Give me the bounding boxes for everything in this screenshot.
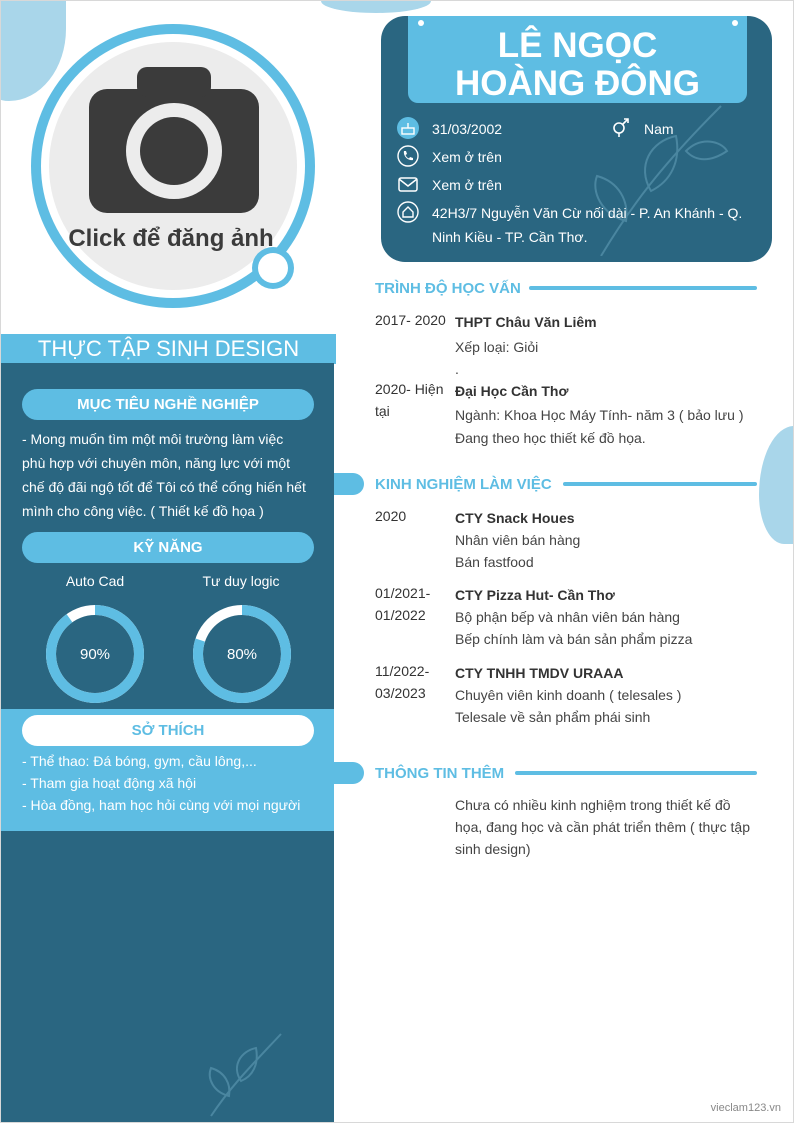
name-first: LÊ NGỌC: [497, 26, 658, 65]
experience-detail: Bếp chính làm và bán sản phẩm pizza: [455, 631, 693, 647]
experience-detail: Telesale về sản phẩm phái sinh: [455, 709, 651, 725]
email-text: Xem ở trên: [432, 177, 502, 193]
education-detail: .: [455, 361, 459, 377]
phone-icon: [397, 145, 419, 167]
cake-icon: [397, 117, 419, 139]
skill-name: Tư duy logic: [202, 573, 280, 589]
name-last: HOÀNG ĐÔNG: [455, 64, 700, 103]
additional-line: sinh design): [455, 841, 531, 857]
decor-blob-right: [759, 426, 794, 544]
section-divider: [529, 286, 757, 290]
section-divider: [515, 771, 757, 775]
objective-line: chế độ đãi ngộ tốt để Tôi có thể cống hiến hết: [22, 479, 306, 495]
experience-date: 01/2022: [375, 607, 426, 623]
education-school: THPT Châu Văn Liêm: [455, 314, 597, 330]
objective-title: MỤC TIÊU NGHỀ NGHIỆP: [22, 389, 314, 420]
education-school: Đại Học Cần Thơ: [455, 383, 569, 399]
experience-detail: Bán fastfood: [455, 554, 534, 570]
phone-text: Xem ở trên: [432, 149, 502, 165]
experience-company: CTY Pizza Hut- Cần Thơ: [455, 587, 615, 603]
decor-blob-top: [321, 0, 431, 13]
hobby-item: - Tham gia hoạt động xã hội: [22, 775, 197, 791]
objective-line: mình cho công việc. ( Thiết kế đồ họa ): [22, 503, 264, 519]
hobbies-title: SỞ THÍCH: [22, 715, 314, 746]
skill-percent: 80%: [226, 646, 258, 663]
job-title: THỰC TẬP SINH DESIGN: [1, 334, 336, 364]
skill-name: Auto Cad: [65, 573, 125, 589]
footer-brand[interactable]: vieclam123.vn: [710, 1102, 781, 1114]
objective-text: [22, 427, 316, 523]
email-icon: [397, 173, 419, 195]
education-detail: Ngành: Khoa Học Máy Tính- năm 3 ( bảo lưu ): [455, 407, 744, 423]
section-marker: [334, 473, 364, 495]
additional-line: Chưa có nhiều kinh nghiệm trong thiết kế đồ: [455, 797, 731, 813]
experience-detail: Bộ phận bếp và nhân viên bán hàng: [455, 609, 680, 625]
address-text: [432, 201, 762, 249]
hobby-item: - Thể thao: Đá bóng, gym, cầu lông,...: [22, 753, 257, 769]
skill-percent: 90%: [79, 646, 111, 663]
experience-company: CTY Snack Houes: [455, 510, 575, 526]
leaf-decor-icon: [201, 1026, 291, 1121]
additional-title: THÔNG TIN THÊM: [375, 765, 505, 782]
education-title: TRÌNH ĐỘ HỌC VẤN: [375, 280, 521, 297]
experience-detail: Nhân viên bán hàng: [455, 532, 581, 548]
education-detail: Xếp loại: Giỏi: [455, 339, 539, 355]
skills-title: KỸ NĂNG: [22, 532, 314, 563]
experience-date: 01/2021-: [375, 585, 431, 601]
experience-date: 2020: [375, 508, 407, 524]
experience-detail: Chuyên viên kinh doanh ( telesales ): [455, 687, 682, 703]
objective-line: - Mong muốn tìm một môi trường làm việc: [22, 431, 284, 447]
education-date: 2017- 2020: [375, 312, 446, 328]
education-date: 2020- Hiện: [375, 381, 444, 397]
section-divider: [563, 482, 757, 486]
home-icon: [397, 201, 419, 223]
experience-date: 11/2022-: [375, 663, 430, 679]
hobby-item: - Hòa đồng, ham học hỏi cùng với mọi người: [22, 797, 301, 813]
address-line: Ninh Kiều - TP. Cần Thơ.: [432, 229, 588, 245]
experience-title: KINH NGHIỆM LÀM VIỆC: [375, 476, 552, 493]
experience-company: CTY TNHH TMDV URAAA: [455, 665, 624, 681]
experience-date: 03/2023: [375, 685, 426, 701]
education-detail: Đang theo học thiết kế đồ họa.: [455, 430, 646, 446]
additional-text: [455, 794, 765, 860]
photo-upload-label[interactable]: Click để đăng ảnh: [68, 225, 274, 252]
education-date: tại: [375, 403, 390, 419]
objective-line: phù hợp với chuyên môn, năng lực với một: [22, 455, 291, 471]
section-marker: [334, 762, 364, 784]
camera-icon: [89, 67, 259, 213]
gender-text: Nam: [644, 121, 674, 137]
address-line: 42H3/7 Nguyễn Văn Cừ nối dài - P. An Khánh - Q.: [432, 205, 743, 221]
birthday-text: 31/03/2002: [432, 121, 503, 137]
additional-line: họa, đang học và cần phát triển thêm ( thực tập: [455, 819, 750, 835]
gender-icon: [610, 116, 632, 138]
